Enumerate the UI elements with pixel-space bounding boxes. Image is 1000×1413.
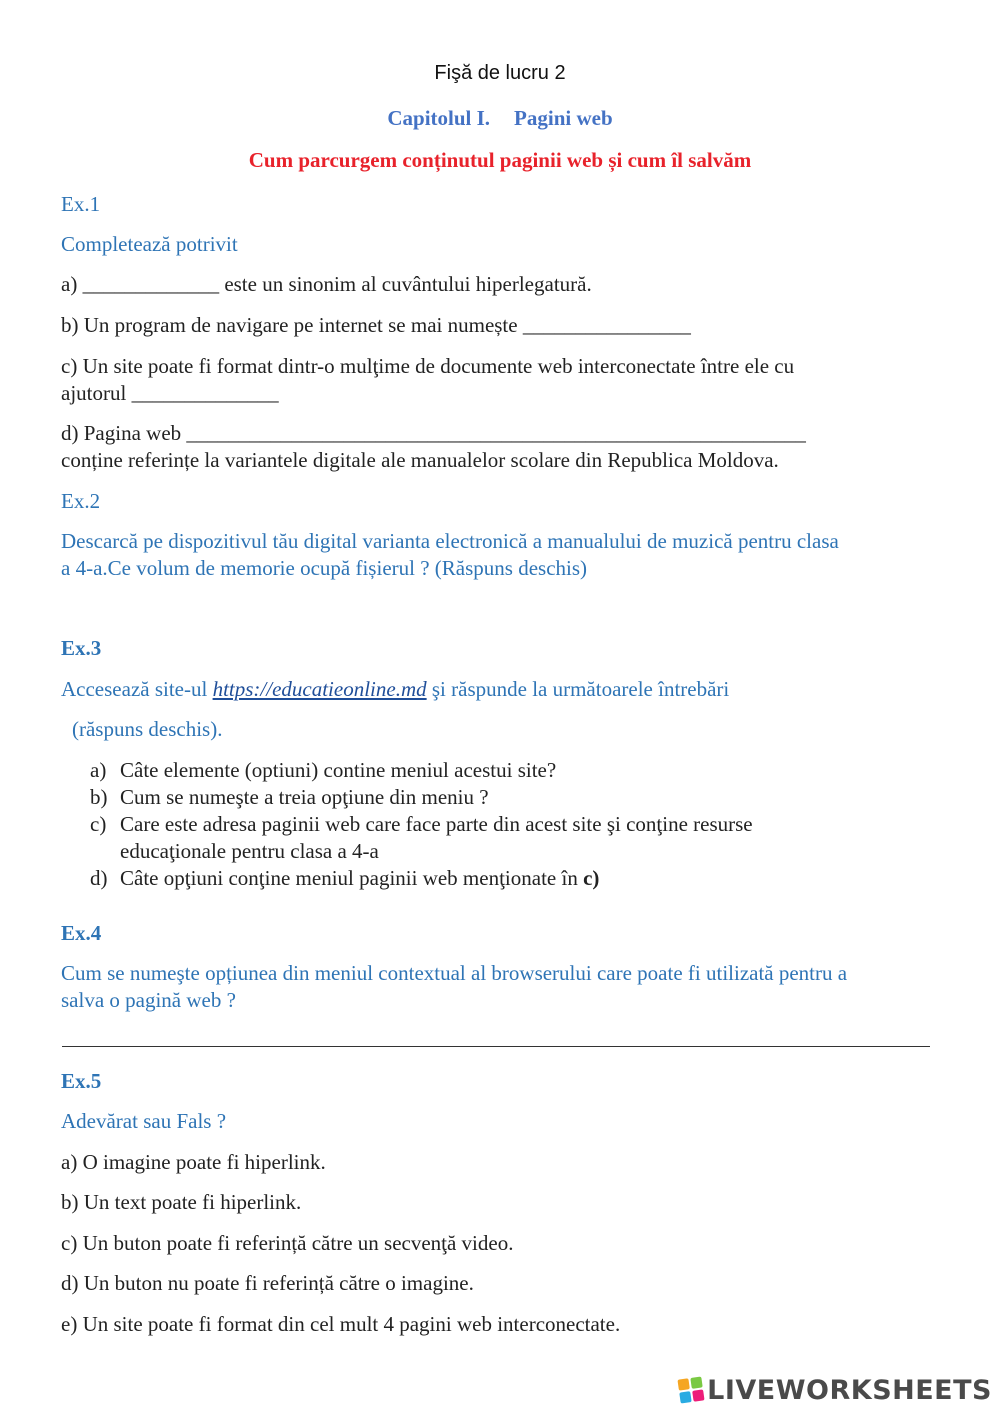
question-text: Câte opţiuni conţine meniul paginii web menţionate în <box>120 866 584 890</box>
educatieonline-link[interactable]: https://educatieonline.md <box>212 677 427 701</box>
ex1-item-b: b) Un program de navigare pe internet se mai numește ________________ <box>61 313 691 337</box>
ex3-question-c-line2: educaţionale pentru clasa a 4-a <box>120 839 379 863</box>
answer-line <box>62 1046 930 1047</box>
ex3-heading: Ex.3 <box>61 636 102 660</box>
ex2-heading: Ex.2 <box>61 489 101 513</box>
question-label: b) <box>90 785 108 809</box>
question-text: Cum se numeşte a treia opţiune din meniu ? <box>120 785 489 809</box>
question-label: a) <box>90 758 107 782</box>
ex3-question-d <box>90 865 599 892</box>
ex1-item-d-line1: d) Pagina web ___________________________________________________________ <box>61 421 806 445</box>
logo-square <box>692 1389 704 1401</box>
ex2-line2: a 4-a.Ce volum de memorie ocupă fișierul ? (Răspuns deschis) <box>61 556 588 580</box>
ex5-item-d: d) Un buton nu poate fi referință către o imagine. <box>61 1271 474 1295</box>
chapter-name: Pagini web <box>514 106 613 130</box>
ex1-item-c-line2: ajutorul ______________ <box>61 381 279 405</box>
page-subtitle: Cum parcurgem conținutul paginii web și cum îl salvăm <box>248 148 752 172</box>
ex5-item-e: e) Un site poate fi format din cel mult 4 pagini web interconectate. <box>61 1312 621 1336</box>
logo-square <box>678 1378 690 1390</box>
ex1-item-a: a) _____________ este un sinonim al cuvântului hiperlegatură. <box>61 272 592 296</box>
logo-square <box>690 1376 702 1388</box>
question-reference: c) <box>583 866 600 890</box>
question-label: d) <box>90 866 108 890</box>
liveworksheets-logo-icon <box>678 1376 705 1403</box>
ex4-line1: Cum se numeşte opțiunea din meniul contextual al browserului care poate fi utilizată pentru a <box>61 961 848 985</box>
question-text: Care este adresa paginii web care face parte din acest site şi conţine resurse <box>120 812 753 836</box>
ex3-question-a <box>90 757 556 784</box>
ex1-heading: Ex.1 <box>61 192 101 216</box>
ex5-item-b: b) Un text poate fi hiperlink. <box>61 1190 302 1214</box>
question-label: c) <box>90 812 107 836</box>
ex4-heading: Ex.4 <box>61 921 102 945</box>
ex1-item-d-line2: conține referințe la variantele digitale ale manualelor scolare din Republica Moldova. <box>61 448 779 472</box>
ex5-instruction: Adevărat sau Fals ? <box>61 1109 227 1133</box>
ex5-heading: Ex.5 <box>61 1069 102 1093</box>
chapter-heading <box>0 106 1000 131</box>
worksheet-title: Fişă de lucru 2 <box>434 62 566 84</box>
chapter-label: Capitolul I. <box>387 106 491 130</box>
ex3-note: (răspuns deschis). <box>72 717 223 741</box>
ex2-line1: Descarcă pe dispozitivul tău digital varianta electronică a manualului de muzică pentru clasa <box>61 529 839 553</box>
ex5-item-a: a) O imagine poate fi hiperlink. <box>61 1150 326 1174</box>
ex3-intro-before: Accesează site-ul <box>61 677 213 701</box>
ex3-intro <box>61 676 729 703</box>
ex3-intro-after: şi răspunde la următoarele întrebări <box>426 677 730 701</box>
liveworksheets-brand[interactable] <box>679 1373 992 1407</box>
brand-text: LIVEWORKSHEETS <box>707 1374 992 1406</box>
ex1-instruction: Completează potrivit <box>61 232 238 256</box>
ex5-item-c: c) Un buton poate fi referință către un secvenţă video. <box>61 1231 514 1255</box>
logo-square <box>679 1391 691 1403</box>
ex4-line2: salva o pagină web ? <box>61 988 236 1012</box>
ex3-question-b <box>90 784 489 811</box>
ex1-item-c-line1: c) Un site poate fi format dintr-o mulţime de documente web interconectate între ele cu <box>61 354 795 378</box>
question-text: Câte elemente (optiuni) contine meniul acestui site? <box>120 758 557 782</box>
ex3-question-c <box>90 811 753 838</box>
